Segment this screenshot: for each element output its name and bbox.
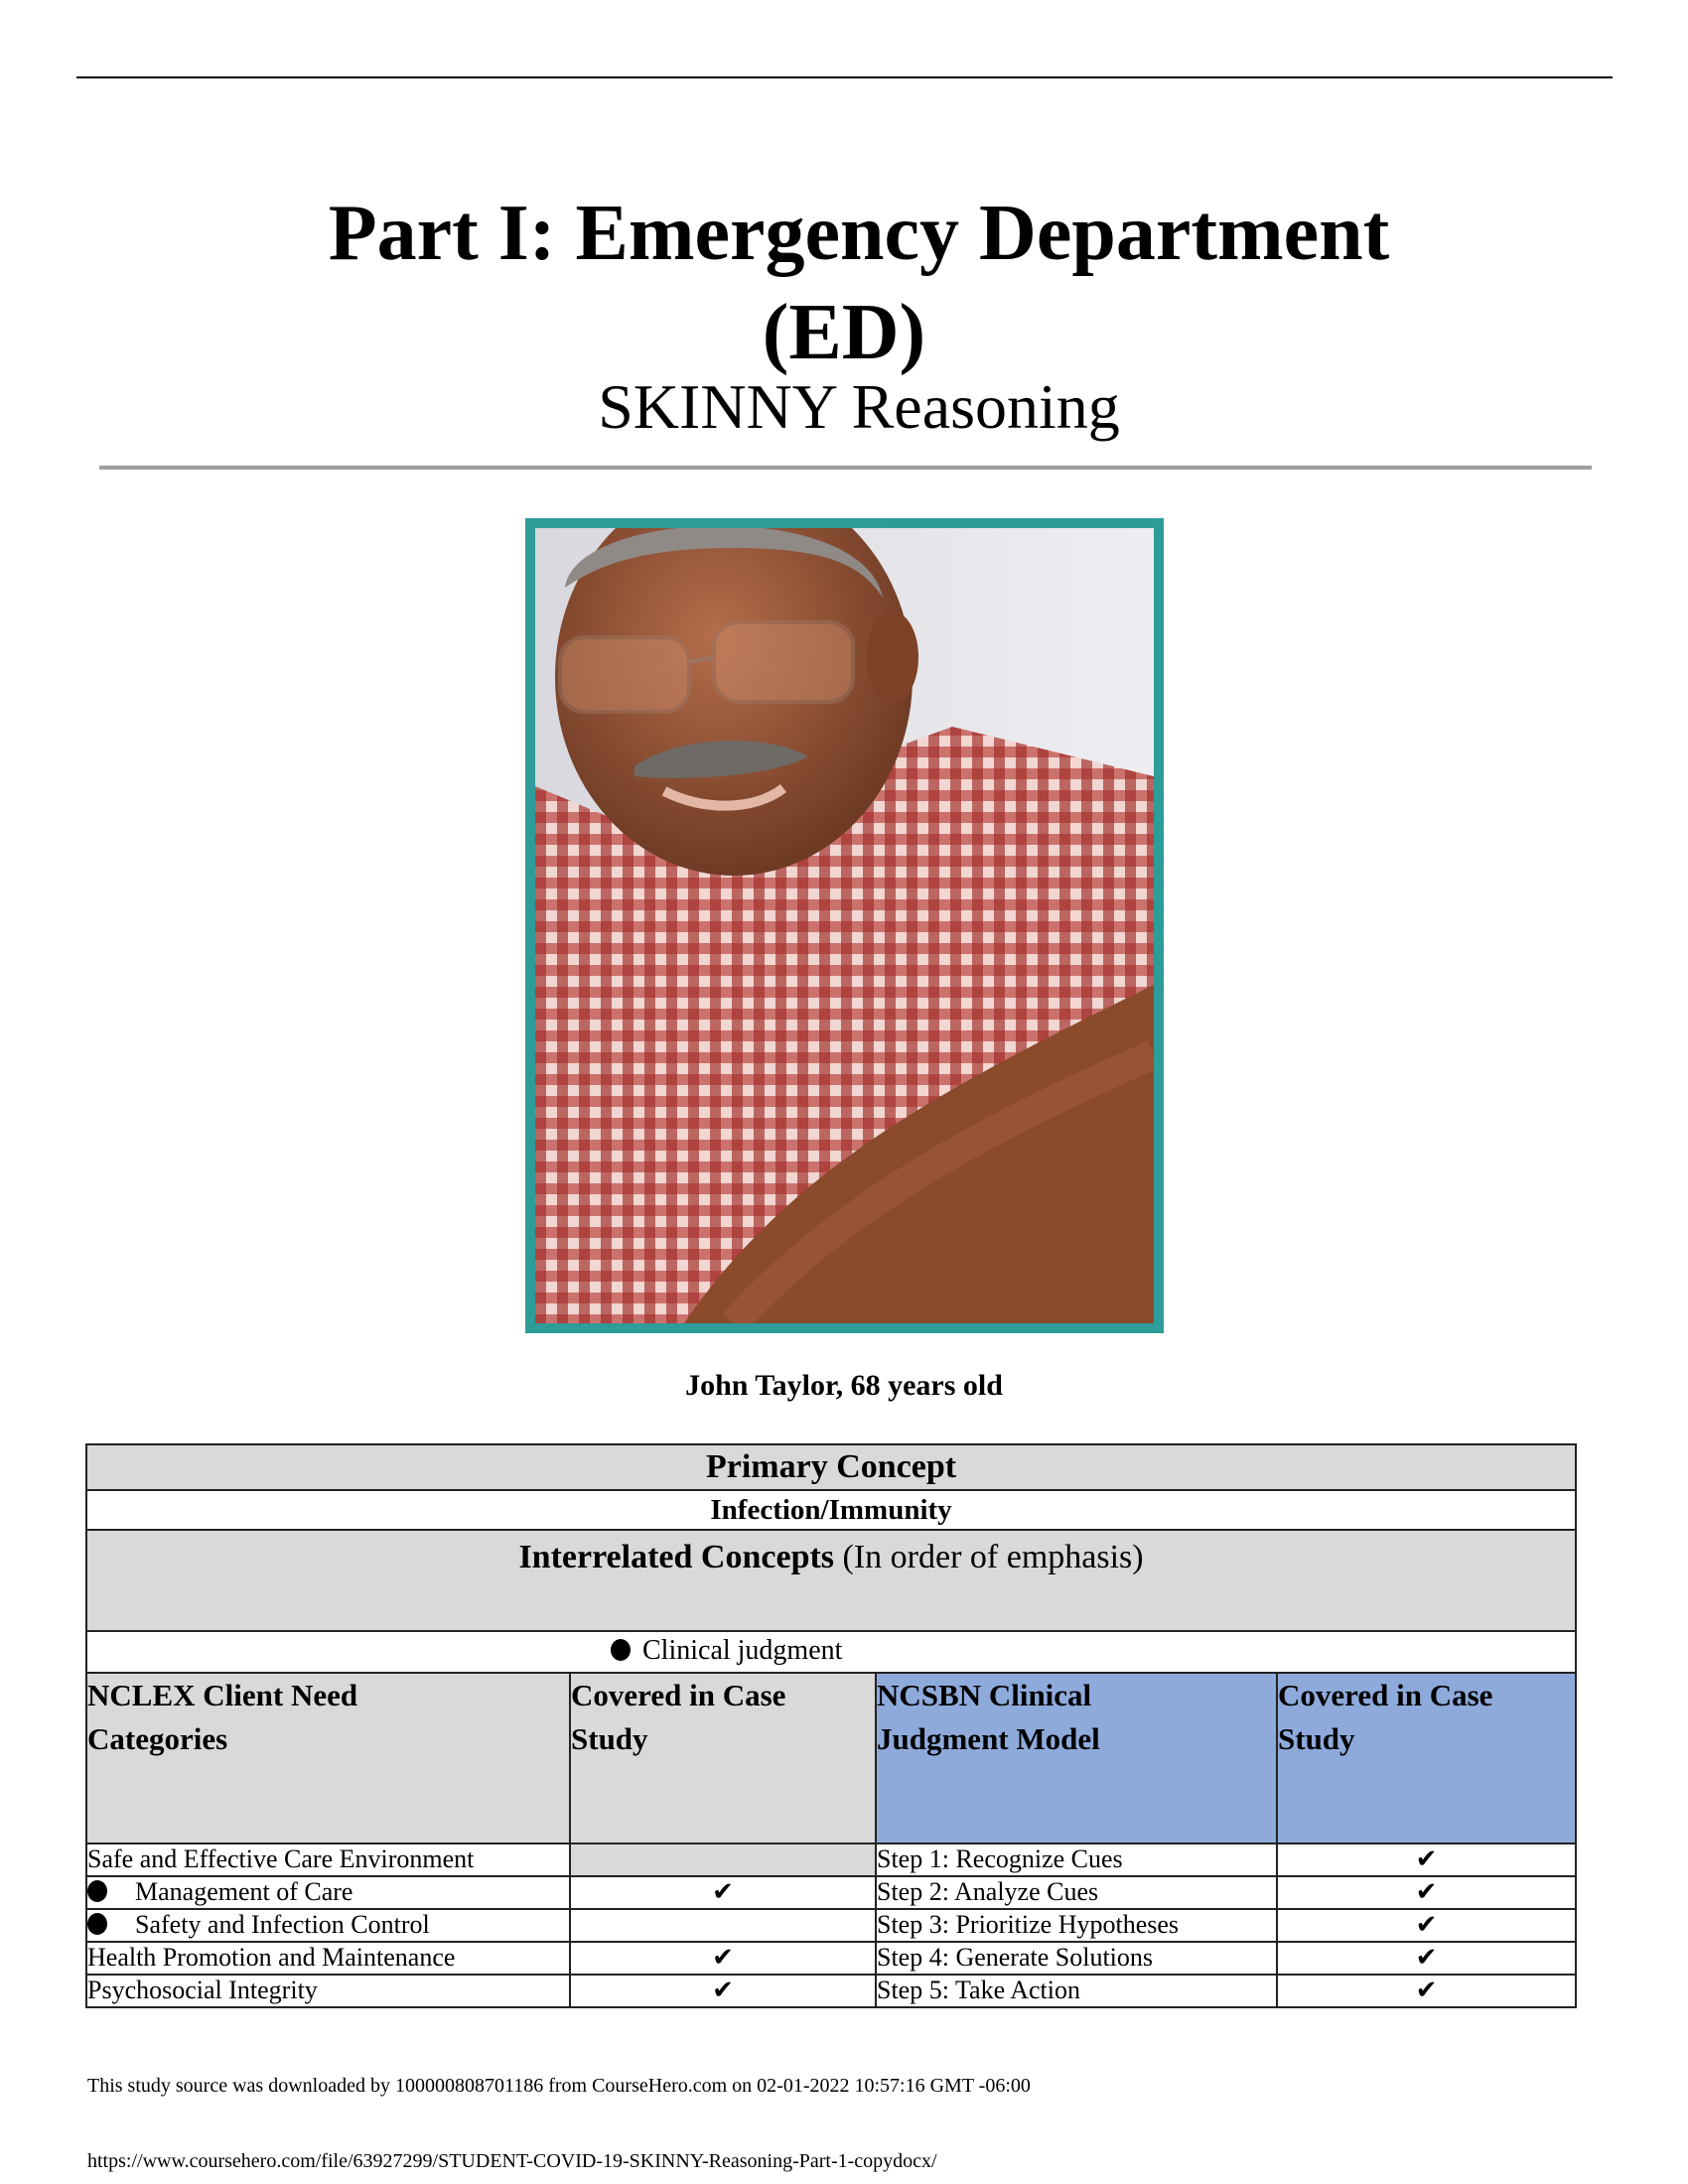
nclex-subcategory-label: Management of Care xyxy=(135,1877,353,1906)
nclex-categories-header: NCLEX Client Need Categories xyxy=(86,1673,570,1843)
nclex-check-icon: ✔ xyxy=(570,1942,876,1975)
nclex-check-icon: ✔ xyxy=(570,1975,876,2007)
primary-concept-header-row xyxy=(86,1444,1576,1490)
ncsbn-step: Step 3: Prioritize Hypotheses xyxy=(876,1909,1277,1942)
nclex-subcategory xyxy=(86,1909,570,1942)
title-divider xyxy=(99,466,1592,470)
bullet-icon xyxy=(611,1639,631,1661)
ncsbn-step: Step 1: Recognize Cues xyxy=(876,1843,1277,1876)
nclex-check-icon: ✔ xyxy=(570,1876,876,1909)
page-title: Part I: Emergency Department xyxy=(328,190,1390,277)
portrait-illustration-icon xyxy=(535,528,1154,1323)
primary-concept-label: Primary Concept xyxy=(86,1444,1576,1490)
table-row xyxy=(86,1942,1576,1975)
page-subtitle: SKINNY Reasoning xyxy=(598,371,1120,442)
top-horizontal-rule xyxy=(76,76,1613,78)
download-notice: This study source was downloaded by 100000808701186 from CourseHero.com on 02-01-2022 10:57:16 GMT -06:00 xyxy=(87,2075,1031,2097)
ncsbn-check-icon: ✔ xyxy=(1277,1843,1576,1876)
nclex-covered-cell xyxy=(570,1843,876,1876)
patient-photo xyxy=(525,518,1164,1333)
nclex-covered-header: Covered in Case Study xyxy=(570,1673,876,1843)
interrelated-concepts-header-row xyxy=(86,1530,1576,1631)
table-row xyxy=(86,1876,1576,1909)
ncsbn-step: Step 2: Analyze Cues xyxy=(876,1876,1277,1909)
table-row xyxy=(86,1975,1576,2007)
ncsbn-check-icon: ✔ xyxy=(1277,1975,1576,2007)
ncsbn-check-icon: ✔ xyxy=(1277,1909,1576,1942)
patient-photo-image xyxy=(535,528,1154,1323)
interrelated-item-label: Clinical judgment xyxy=(642,1635,843,1666)
table-row xyxy=(86,1843,1576,1876)
interrelated-label-bold: Interrelated Concepts xyxy=(518,1539,835,1575)
nclex-category: Safe and Effective Care Environment xyxy=(86,1843,570,1876)
table-row xyxy=(86,1909,1576,1942)
bullet-icon xyxy=(87,1880,107,1902)
source-url-link[interactable]: https://www.coursehero.com/file/63927299/STUDENT-COVID-19-SKINNY-Reasoning-Part-1-copydocx/ xyxy=(87,2150,937,2172)
interrelated-label-note: (In order of emphasis) xyxy=(834,1539,1144,1575)
interrelated-concepts-list xyxy=(86,1631,1576,1673)
ncsbn-step: Step 5: Take Action xyxy=(876,1975,1277,2007)
ncsbn-step: Step 4: Generate Solutions xyxy=(876,1942,1277,1975)
nclex-subcategory xyxy=(86,1876,570,1909)
nclex-category: Health Promotion and Maintenance xyxy=(86,1942,570,1975)
interrelated-concepts-list-row xyxy=(86,1631,1576,1673)
nclex-covered-cell xyxy=(570,1909,876,1942)
category-header-row xyxy=(86,1673,1576,1843)
primary-concept-value: Infection/Immunity xyxy=(86,1490,1576,1530)
ncsbn-model-header: NCSBN Clinical Judgment Model xyxy=(876,1673,1277,1843)
ncsbn-covered-header: Covered in Case Study xyxy=(1277,1673,1576,1843)
patient-caption: John Taylor, 68 years old xyxy=(685,1369,1003,1402)
interrelated-concepts-header xyxy=(86,1530,1576,1631)
page-title-abbreviation: (ED) xyxy=(762,289,926,376)
interrelated-item xyxy=(87,1632,1575,1670)
nclex-subcategory-label: Safety and Infection Control xyxy=(135,1910,430,1939)
ncsbn-check-icon: ✔ xyxy=(1277,1942,1576,1975)
concepts-table xyxy=(85,1443,1577,2008)
bullet-icon xyxy=(87,1913,107,1935)
nclex-category: Psychosocial Integrity xyxy=(86,1975,570,2007)
ncsbn-check-icon: ✔ xyxy=(1277,1876,1576,1909)
primary-concept-value-row xyxy=(86,1490,1576,1530)
